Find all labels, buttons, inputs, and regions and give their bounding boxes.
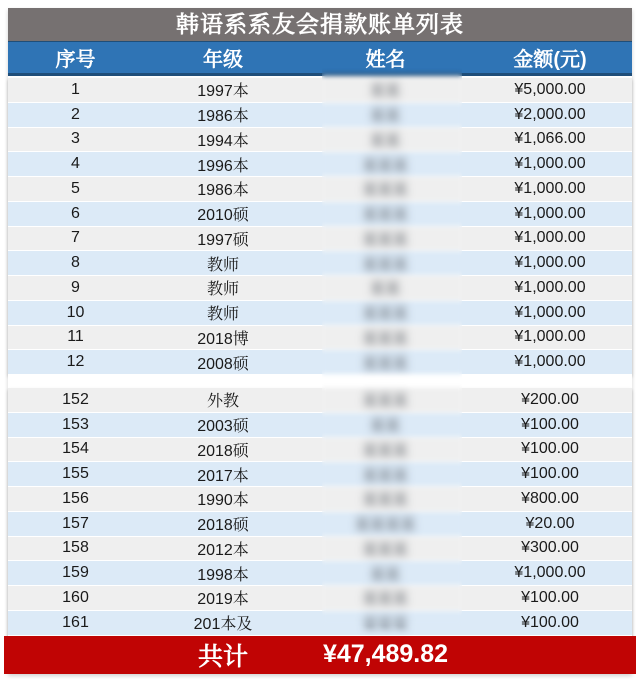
cell-no: 4 (71, 155, 80, 173)
cell-grade: 2019本 (197, 591, 249, 609)
cell-grade: 2018博 (197, 330, 249, 348)
cell-name (303, 227, 468, 250)
cell-amount: ¥20.00 (525, 514, 575, 532)
cell-name (303, 611, 468, 634)
table-row (8, 177, 632, 202)
cell-grade: 2018硕 (197, 517, 249, 535)
cell-no: 160 (62, 588, 89, 606)
redacted-name: 某某某 (362, 331, 409, 348)
redacted-name: 某某某 (362, 443, 409, 460)
cell-no: 157 (62, 514, 89, 532)
cell-name (303, 301, 468, 324)
cell-name (303, 351, 468, 374)
donation-table (8, 8, 632, 674)
cell-grade: 2008硕 (197, 355, 249, 373)
cell-no: 6 (71, 204, 80, 222)
redacted-name: 某某某 (362, 393, 409, 410)
cell-grade: 1986本 (197, 182, 249, 200)
cell-name (303, 586, 468, 609)
cell-amount: ¥1,000.00 (514, 564, 586, 582)
cell-no: 12 (66, 353, 85, 371)
table-row (8, 462, 632, 487)
redacted-name: 某某某 (362, 467, 409, 485)
cell-name (303, 463, 468, 486)
cell-name (303, 512, 468, 535)
redacted-name: 某某 (370, 418, 401, 435)
redacted-name: 某某某 (362, 355, 409, 373)
table-section-top (8, 78, 632, 375)
redacted-name: 某某某 (362, 157, 409, 175)
cell-no: 161 (62, 613, 89, 631)
table-row (8, 537, 632, 562)
cell-amount: ¥1,000.00 (514, 229, 586, 247)
cell-no: 155 (62, 465, 89, 483)
cell-amount: ¥1,000.00 (514, 155, 586, 173)
table-row (8, 388, 632, 413)
cell-grade: 教师 (206, 306, 239, 324)
column-header-name: 姓名 (365, 49, 406, 71)
cell-no: 10 (66, 303, 85, 321)
redacted-name: 某某某 (362, 306, 409, 323)
cell-grade: 201本及 (193, 616, 253, 634)
cell-grade: 1997本 (197, 83, 249, 101)
cell-amount: ¥5,000.00 (514, 80, 586, 98)
cell-no: 152 (62, 390, 89, 408)
table-row (8, 103, 632, 128)
table-row (8, 487, 632, 512)
cell-name (303, 537, 468, 560)
cell-grade: 1986本 (197, 108, 249, 126)
total-amount: ¥47,489.82 (322, 640, 449, 668)
cell-amount: ¥1,000.00 (514, 204, 586, 222)
cell-no: 8 (71, 254, 80, 272)
cell-amount: ¥1,000.00 (514, 278, 586, 296)
table-row (8, 512, 632, 537)
redacted-name: 某某 (370, 133, 401, 150)
cell-grade: 2018硕 (197, 442, 249, 460)
total-row (4, 636, 636, 674)
cell-no: 9 (71, 278, 80, 296)
cell-name (303, 438, 468, 461)
table-row (8, 128, 632, 153)
cell-amount: ¥1,000.00 (514, 254, 586, 272)
column-header-grade: 年级 (203, 49, 243, 71)
table-header-row (8, 41, 632, 76)
cell-grade: 1996本 (197, 157, 249, 175)
table-row (8, 276, 632, 301)
table-row (8, 251, 632, 276)
redacted-name: 某某 (370, 108, 401, 125)
cell-amount: ¥100.00 (521, 613, 579, 631)
redacted-name: 某某 (370, 566, 401, 584)
redacted-name: 某某某 (362, 256, 409, 274)
cell-amount: ¥2,000.00 (514, 105, 586, 123)
redacted-name: 某某某 (362, 492, 409, 509)
cell-grade: 2003硕 (197, 418, 249, 436)
cell-name (303, 78, 468, 101)
redacted-name: 某某某 (362, 616, 409, 633)
cell-no: 154 (62, 440, 89, 458)
cell-amount: ¥100.00 (521, 440, 579, 458)
redacted-name: 某某某 (362, 591, 409, 608)
redacted-name: 某某某 (362, 232, 409, 249)
table-row (8, 227, 632, 252)
cell-name (303, 128, 468, 151)
redacted-name: 某某 (370, 83, 401, 100)
redacted-name: 某某某 (362, 182, 409, 199)
cell-name (303, 487, 468, 510)
cell-grade: 1990本 (197, 492, 249, 510)
cell-name (303, 562, 468, 585)
cell-name (303, 276, 468, 299)
cell-grade: 1997硕 (197, 231, 249, 249)
table-row (8, 611, 632, 636)
section-gap (8, 375, 632, 388)
cell-grade: 外教 (206, 393, 239, 411)
cell-amount: ¥1,000.00 (514, 353, 586, 371)
page-title-text: 韩语系系友会捐款账单列表 (176, 11, 464, 37)
redacted-name: 某某某某 (355, 517, 416, 534)
cell-amount: ¥1,000.00 (514, 328, 586, 346)
cell-grade: 2012本 (197, 541, 249, 559)
cell-amount: ¥1,000.00 (514, 179, 586, 197)
cell-grade: 教师 (206, 256, 239, 274)
cell-no: 158 (62, 539, 89, 557)
cell-grade: 教师 (206, 281, 239, 299)
cell-amount: ¥1,000.00 (514, 303, 586, 321)
table-row (8, 78, 632, 103)
cell-no: 153 (62, 415, 89, 433)
redacted-name: 某某某 (362, 542, 409, 559)
cell-name (303, 252, 468, 275)
cell-amount: ¥100.00 (521, 465, 579, 483)
cell-no: 159 (62, 564, 89, 582)
cell-name (303, 103, 468, 126)
page-title (8, 8, 632, 41)
cell-name (303, 413, 468, 436)
table-row (8, 326, 632, 351)
cell-name (303, 326, 468, 349)
cell-amount: ¥100.00 (521, 588, 579, 606)
table-row (8, 438, 632, 463)
column-header-amount: 金额(元) (513, 49, 587, 71)
cell-no: 5 (71, 179, 80, 197)
cell-no: 156 (62, 489, 89, 507)
table-row (8, 350, 632, 375)
redacted-name: 某某 (370, 281, 401, 298)
redacted-name: 某某某 (362, 207, 409, 224)
cell-grade: 2017本 (197, 467, 249, 485)
cell-no: 2 (71, 105, 80, 123)
cell-name (303, 202, 468, 225)
cell-amount: ¥300.00 (521, 539, 579, 557)
cell-name (303, 153, 468, 176)
cell-amount: ¥800.00 (521, 489, 579, 507)
cell-no: 11 (67, 328, 84, 346)
cell-no: 3 (71, 130, 80, 148)
table-row (8, 586, 632, 611)
table-section-bottom (8, 388, 632, 636)
cell-grade: 1998本 (197, 566, 249, 584)
cell-no: 1 (71, 80, 80, 98)
cell-amount: ¥200.00 (521, 390, 579, 408)
cell-grade: 1994本 (197, 132, 249, 150)
total-label: 共计 (197, 642, 248, 671)
table-row (8, 301, 632, 326)
column-header-no: 序号 (55, 49, 96, 71)
table-row (8, 413, 632, 438)
table-row (8, 202, 632, 227)
cell-no: 7 (71, 229, 80, 247)
table-row (8, 152, 632, 177)
table-row (8, 561, 632, 586)
cell-amount: ¥100.00 (521, 415, 579, 433)
cell-grade: 2010硕 (197, 207, 249, 225)
cell-name (303, 388, 468, 411)
cell-name (303, 177, 468, 200)
cell-amount: ¥1,066.00 (514, 130, 586, 148)
